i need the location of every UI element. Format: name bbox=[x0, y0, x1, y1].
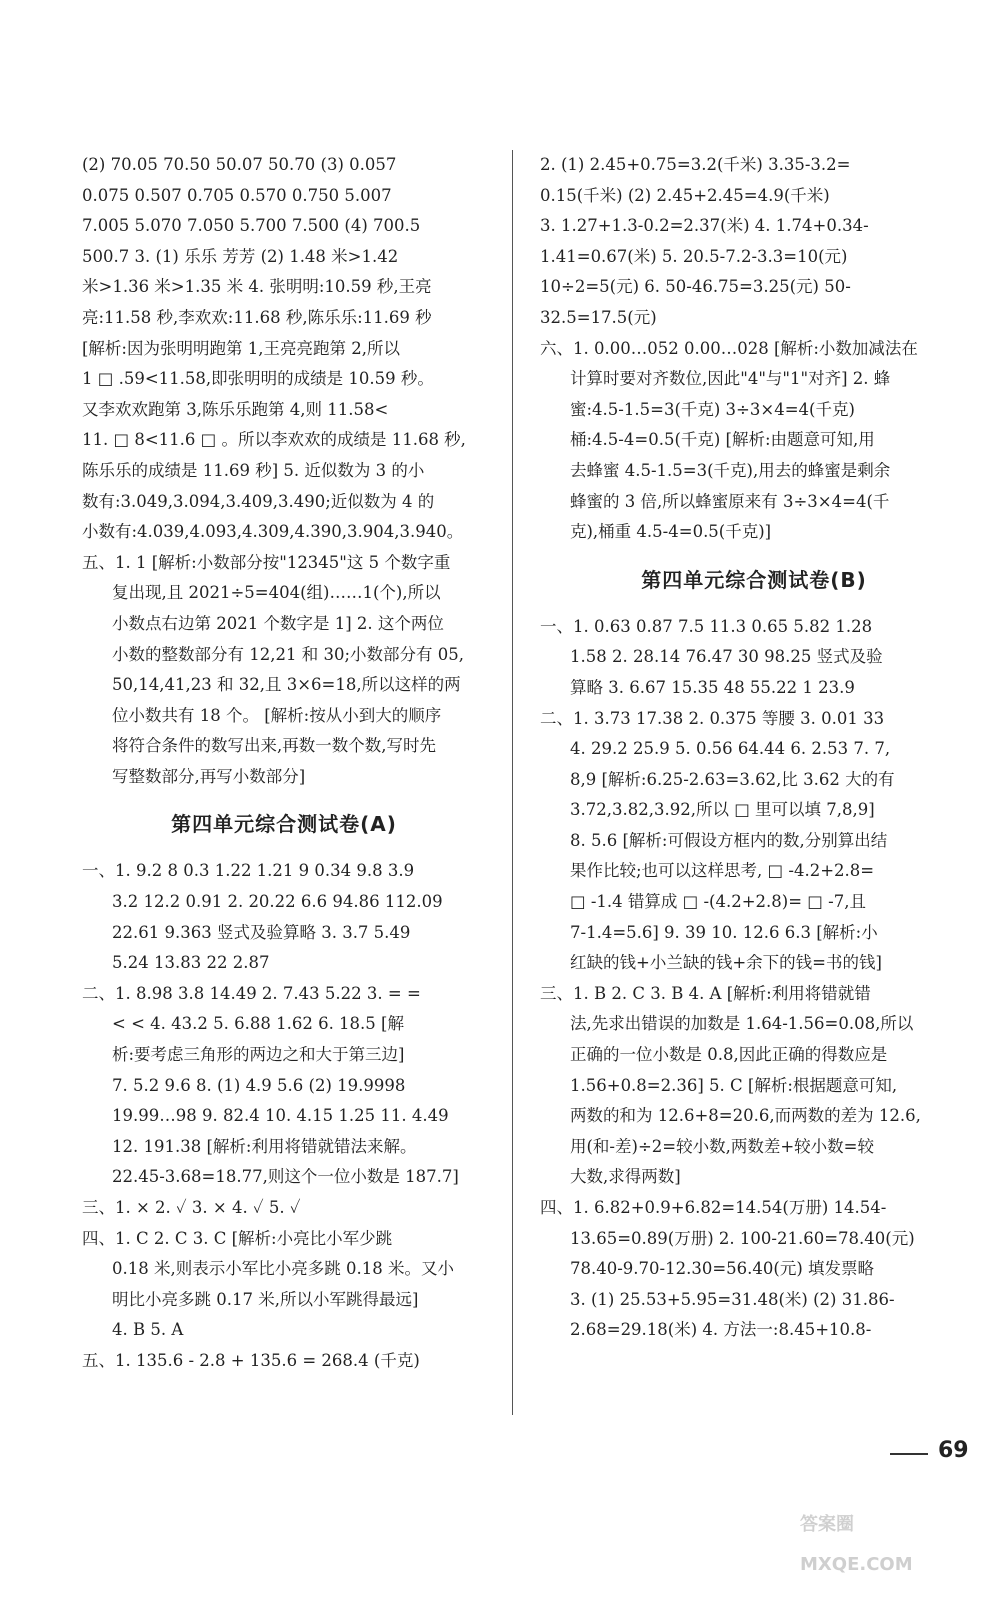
answer-line: < < 4. 43.2 5. 6.88 1.62 6. 18.5 [解 bbox=[112, 1014, 404, 1034]
answer-line: 蜂蜜的 3 倍,所以蜂蜜原来有 3÷3×4=4(千 bbox=[570, 491, 890, 511]
answer-line: 位小数共有 18 个。 [解析:按从小到大的顺序 bbox=[112, 705, 442, 725]
answer-line: 11. □ 8<11.6 □ 。所以李欢欢的成绩是 11.68 秒, bbox=[82, 430, 466, 450]
answer-line: 7.005 5.070 7.050 5.700 7.500 (4) 700.5 bbox=[82, 216, 421, 236]
answer-line: 78.40-9.70-12.30=56.40(元) 填发票略 bbox=[570, 1259, 875, 1279]
answer-line: 二、1. 8.98 3.8 14.49 2. 7.43 5.22 3. = = bbox=[82, 983, 421, 1003]
watermark-logo bbox=[780, 1490, 980, 1590]
answer-line: 四、1. 6.82+0.9+6.82=14.54(万册) 14.54- bbox=[540, 1198, 887, 1217]
answer-line: 3. 1.27+1.3-0.2=2.37(米) 4. 1.74+0.34- bbox=[540, 216, 869, 236]
answer-line: 米>1.36 米>1.35 米 4. 张明明:10.59 秒,王亮 bbox=[82, 277, 432, 297]
answer-line: 小数点右边第 2021 个数字是 1] 2. 这个两位 bbox=[112, 613, 444, 633]
answer-line: 明比小亮多跳 0.17 米,所以小军跳得最远] bbox=[112, 1289, 419, 1309]
answer-line: 4. 29.2 25.9 5. 0.56 64.44 6. 2.53 7. 7, bbox=[570, 739, 891, 759]
answer-line: 将符合条件的数写出来,再数一数个数,写时先 bbox=[112, 736, 436, 756]
answer-line: 红缺的钱+小兰缺的钱+余下的钱=书的钱] bbox=[570, 953, 882, 973]
answer-line: 5.24 13.83 22 2.87 bbox=[112, 953, 270, 973]
section-title: 第四单元综合测试卷(B) bbox=[641, 567, 867, 592]
answer-line: 7-1.4=5.6] 9. 39 10. 12.6 6.3 [解析:小 bbox=[570, 922, 878, 942]
answer-line: 13.65=0.89(万册) 2. 100-21.60=78.40(元) bbox=[570, 1228, 915, 1248]
answer-line: 计算时要对齐数位,因此"4"与"1"对齐] 2. 蜂 bbox=[570, 369, 891, 389]
answer-line: 正确的一位小数是 0.8,因此正确的得数应是 bbox=[570, 1045, 888, 1065]
answer-line: 三、1. × 2. ✓ 3. × 4. ✓ 5. ✓ bbox=[82, 1198, 301, 1217]
answer-line: 析:要考虑三角形的两边之和大于第三边] bbox=[112, 1045, 405, 1065]
answer-line: 0.18 米,则表示小军比小亮多跳 0.18 米。又小 bbox=[112, 1259, 454, 1279]
answer-line: 1.58 2. 28.14 76.47 30 98.25 竖式及验 bbox=[570, 647, 883, 667]
answer-line: 0.15(千米) (2) 2.45+2.45=4.9(千米) bbox=[540, 185, 830, 205]
answer-line: 数有:3.049,3.094,3.409,3.490;近似数为 4 的 bbox=[82, 491, 435, 511]
answer-line: 19.99…98 9. 82.4 10. 4.15 1.25 11. 4.49 bbox=[112, 1106, 449, 1126]
answer-line: 用(和-差)÷2=较小数,两数差+较小数=较 bbox=[570, 1136, 874, 1156]
answer-line: 四、1. C 2. C 3. C [解析:小亮比小军少跳 bbox=[82, 1228, 393, 1248]
answer-line: 2.68=29.18(米) 4. 方法一:8.45+10.8- bbox=[570, 1320, 872, 1340]
answer-line: (2) 70.05 70.50 50.07 50.70 (3) 0.057 bbox=[82, 155, 397, 174]
answer-line: 小数有:4.039,4.093,4.309,4.390,3.904,3.940。 bbox=[82, 522, 464, 542]
page-number: 69 bbox=[938, 1438, 969, 1463]
answer-line: 4. B 5. A bbox=[112, 1320, 184, 1340]
answer-line: 一、1. 0.63 0.87 7.5 11.3 0.65 5.82 1.28 bbox=[540, 616, 873, 636]
answer-line: 3. (1) 25.53+5.95=31.48(米) (2) 31.86- bbox=[570, 1289, 895, 1309]
answer-line: 大数,求得两数] bbox=[570, 1167, 681, 1187]
right-column bbox=[540, 150, 968, 1346]
left-column bbox=[82, 150, 486, 1377]
answer-line: 0.075 0.507 0.705 0.570 0.750 5.007 bbox=[82, 185, 392, 205]
answer-line: 32.5=17.5(元) bbox=[540, 307, 657, 327]
answer-line: 复出现,且 2021÷5=404(组)……1(个),所以 bbox=[112, 583, 441, 603]
answer-line: 8,9 [解析:6.25-2.63=3.62,比 3.62 大的有 bbox=[570, 769, 895, 789]
answer-line: 50,14,41,23 和 32,且 3×6=18,所以这样的两 bbox=[112, 675, 461, 695]
answer-line: 3.2 12.2 0.91 2. 20.22 6.6 94.86 112.09 bbox=[112, 892, 443, 912]
answer-line: 8. 5.6 [解析:可假设方框内的数,分别算出结 bbox=[570, 830, 888, 850]
answer-line: 2. (1) 2.45+0.75=3.2(千米) 3.35-3.2= bbox=[540, 155, 851, 174]
answer-line: 去蜂蜜 4.5-1.5=3(千克),用去的蜂蜜是剩余 bbox=[570, 460, 891, 480]
answer-line: 克),桶重 4.5-4=0.5(千克)] bbox=[570, 522, 772, 542]
answer-line: 三、1. B 2. C 3. B 4. A [解析:利用将错就错 bbox=[540, 983, 871, 1003]
answer-line: 1.41=0.67(米) 5. 20.5-7.2-3.3=10(元) bbox=[540, 246, 848, 266]
answer-line: 小数的整数部分有 12,21 和 30;小数部分有 05, bbox=[112, 644, 465, 664]
answer-line: □ -1.4 错算成 □ -(4.2+2.8)= □ -7,且 bbox=[570, 892, 866, 912]
answer-line: 五、1. 135.6 - 2.8 + 135.6 = 268.4 (千克) bbox=[82, 1350, 420, 1370]
column-divider bbox=[512, 150, 513, 1415]
answer-line: 1 □ .59<11.58,即张明明的成绩是 10.59 秒。 bbox=[82, 369, 434, 389]
answer-line: 亮:11.58 秒,李欢欢:11.68 秒,陈乐乐:11.69 秒 bbox=[82, 307, 432, 327]
answer-line: 果作比较;也可以这样思考, □ -4.2+2.8= bbox=[570, 861, 875, 881]
answer-line: 六、1. 0.00…052 0.00…028 [解析:小数加减法在 bbox=[540, 338, 918, 358]
page-number-dash bbox=[890, 1453, 928, 1455]
answer-line: 两数的和为 12.6+8=20.6,而两数的差为 12.6, bbox=[570, 1106, 921, 1126]
section-title: 第四单元综合测试卷(A) bbox=[171, 812, 397, 837]
answer-line: 蜜:4.5-1.5=3(千克) 3÷3×4=4(千克) bbox=[570, 399, 855, 419]
answer-line: 陈乐乐的成绩是 11.69 秒] 5. 近似数为 3 的小 bbox=[82, 460, 425, 480]
answer-line: [解析:因为张明明跑第 1,王亮亮跑第 2,所以 bbox=[82, 338, 400, 358]
answer-line: 500.7 3. (1) 乐乐 芳芳 (2) 1.48 米>1.42 bbox=[82, 246, 399, 266]
answer-line: 12. 191.38 [解析:利用将错就错法来解。 bbox=[112, 1136, 417, 1156]
answer-line: 法,先求出错误的加数是 1.64-1.56=0.08,所以 bbox=[570, 1014, 914, 1034]
answer-line: 1.56+0.8=2.36] 5. C [解析:根据题意可知, bbox=[570, 1075, 898, 1095]
answer-line: 10÷2=5(元) 6. 50-46.75=3.25(元) 50- bbox=[540, 277, 851, 297]
answer-line: 22.61 9.363 竖式及验算略 3. 3.7 5.49 bbox=[112, 922, 411, 942]
watermark-line-2: MXQE.COM bbox=[800, 1554, 913, 1575]
answer-line: 写整数部分,再写小数部分] bbox=[112, 766, 306, 786]
answer-line: 一、1. 9.2 8 0.3 1.22 1.21 9 0.34 9.8 3.9 bbox=[82, 861, 415, 881]
answer-line: 五、1. 1 [解析:小数部分按"12345"这 5 个数字重 bbox=[82, 552, 451, 572]
answer-line: 3.72,3.82,3.92,所以 □ 里可以填 7,8,9] bbox=[570, 800, 875, 820]
answer-line: 又李欢欢跑第 3,陈乐乐跑第 4,则 11.58< bbox=[82, 399, 389, 419]
watermark-line-1: 答案圈 bbox=[800, 1514, 854, 1535]
answer-line: 22.45-3.68=18.77,则这个一位小数是 187.7] bbox=[112, 1167, 459, 1187]
answer-line: 桶:4.5-4=0.5(千克) [解析:由题意可知,用 bbox=[570, 430, 875, 450]
answer-line: 二、1. 3.73 17.38 2. 0.375 等腰 3. 0.01 33 bbox=[540, 708, 885, 728]
answer-line: 算略 3. 6.67 15.35 48 55.22 1 23.9 bbox=[570, 677, 855, 697]
answer-line: 7. 5.2 9.6 8. (1) 4.9 5.6 (2) 19.9998 bbox=[112, 1075, 406, 1095]
